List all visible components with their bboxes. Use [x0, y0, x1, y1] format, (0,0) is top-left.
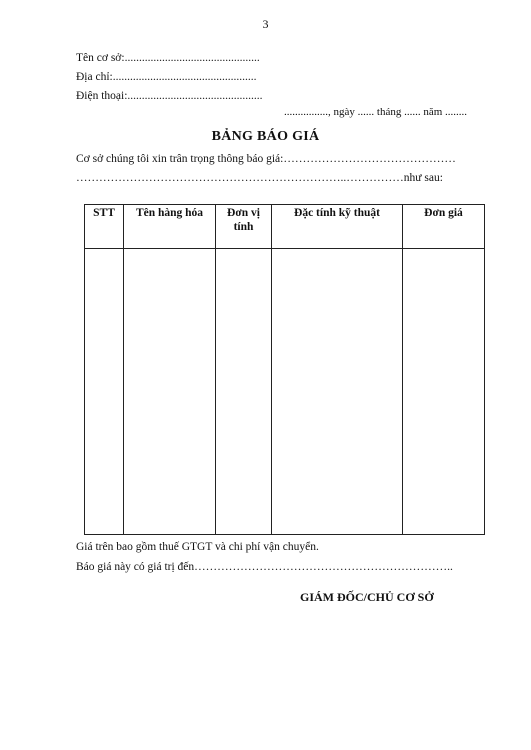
phone-field: Điện thoại:............................................... [76, 90, 263, 102]
address-field: Địa chỉ:.................................................. [76, 71, 257, 83]
table-header-row [85, 205, 485, 249]
date-line: ................, ngày ...... tháng ...... năm ........ [284, 106, 468, 118]
price-table [84, 204, 485, 535]
validity-note: Báo giá này có giá trị đến………………………………………………………….. [76, 561, 453, 573]
signature-title: GIÁM ĐỐC/CHỦ CƠ SỞ [300, 590, 434, 604]
vat-note: Giá trên bao gồm thuế GTGT và chi phí vận chuyển. [76, 541, 319, 553]
table-cell[interactable] [216, 249, 272, 535]
table-cell[interactable] [403, 249, 485, 535]
col-header-unit: Đơn vị tính [216, 205, 272, 249]
col-header-stt: STT [85, 205, 124, 249]
col-header-specifications: Đặc tính kỹ thuật [272, 205, 403, 249]
table-cell[interactable] [85, 249, 124, 535]
page-number: 3 [262, 17, 269, 31]
document-title: BẢNG BÁO GIÁ [211, 129, 320, 144]
table-cell[interactable] [124, 249, 216, 535]
col-header-product-name: Tên hàng hóa [124, 205, 216, 249]
table-row [85, 249, 485, 535]
facility-name-field: Tên cơ sở:............................................... [76, 52, 260, 64]
intro-line-2: ……………………………………………………………..……………như sau: [76, 172, 443, 184]
col-header-unit-price: Đơn giá [403, 205, 485, 249]
table-cell[interactable] [272, 249, 403, 535]
intro-line-1: Cơ sở chúng tôi xin trân trọng thông báo giá:……………………………………… [76, 153, 456, 165]
